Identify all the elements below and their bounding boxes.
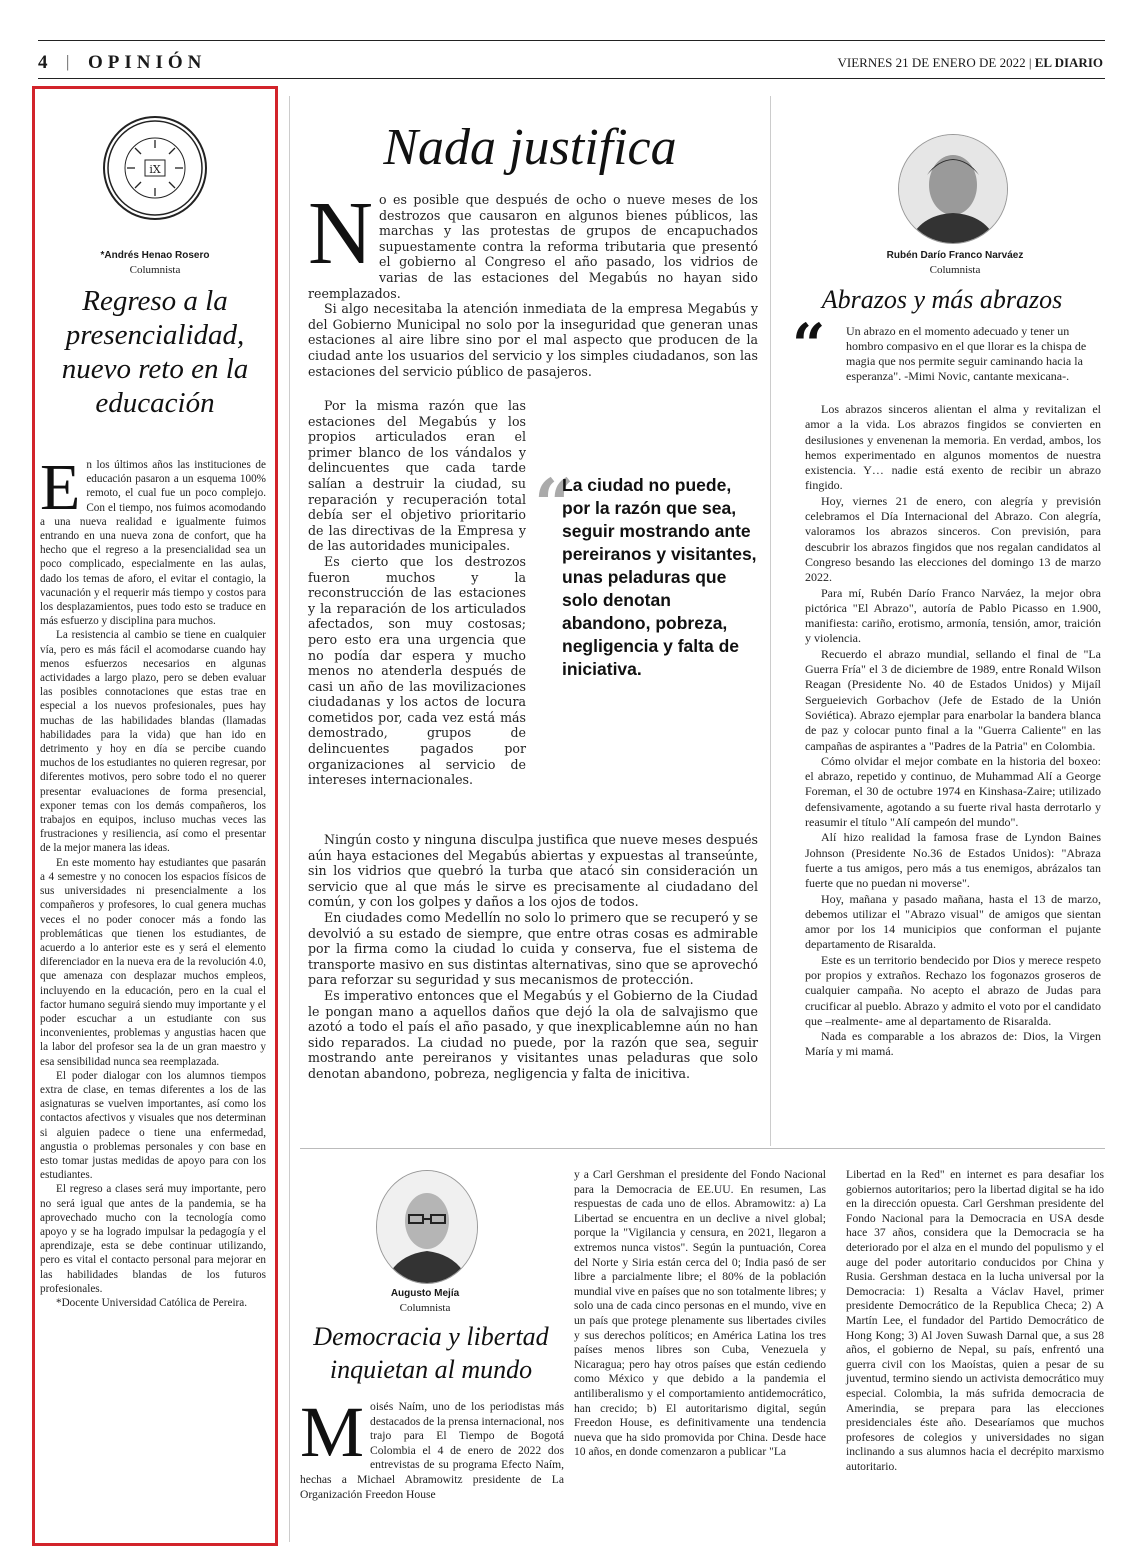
article-body-col3 <box>846 1168 1104 1474</box>
author-name: *Andrés Henao Rosero <box>100 250 210 261</box>
paragraph: Este es un territorio bendecido por Dios y merece respeto por propios y extraños. Rechazo los fogonazos groseros de cualquier campaña. No acepto el abrazo de Judas para crucificar al pueblo. Abrazo y admito el voto por el candidato que –realmente- ame al departamento de Risaralda. <box>805 952 1101 1028</box>
paragraph: En ciudades como Medellín no solo lo primero que se recuperó y se devolvió a su estado de siempre, que entre otras cosas es admirable por la firma como la ciudad lo cuida y conserva, fue el sistema de transporte masivo en sus distintas alternativas, sino que se aprovechó para reforzar su seguridad y sus mecanismos de protección. <box>308 909 758 988</box>
editorial-body-bottom <box>308 832 758 1082</box>
section-title: OPINIÓN <box>88 52 207 73</box>
dateline <box>837 55 1103 71</box>
svg-text:iX: iX <box>149 163 161 176</box>
quote-mark-icon: “ <box>534 463 575 546</box>
paragraph: Si algo necesitaba la atención inmediata de la empresa Megabús y del Gobierno Municipal no solo por la inseguridad que generan unas estaciones al aire libre sino por el mal aspecto que producen de la ciudad ante los usuarios del servicio y los simples ciudadanos, son las estaciones del servicio público de pasajeros. <box>308 301 758 379</box>
paragraph: Por la misma razón que las estaciones del Megabús y los propios articulados eran el primer blanco de los vándalos y delincuentes que cada tarde salían a destruir la ciudad, su reparación y recuperación total debía ser el objetivo prioritario de las directivas de la Empresa y de las autoridades municipales. <box>308 398 526 554</box>
author-role: Columnista <box>929 264 981 276</box>
top-rule <box>38 40 1105 41</box>
paragraph: Libertad en la Red" en internet es para desafiar los gobiernos autoritarios; pero la libertad digital se ha ido en la dirección opuesta. Carl Gershman presidente del Fondo Nacional para la Democracia en USA desde hace 37 años, considera que la Democracia se ha deteriorado por el alza en el mundo del populismo y el auge del poder autoritario conducidos por China y Rusia. Gershman destaca en la lucha universal por la Democracia: 1) Resalta a Václav Havel, primer presidente Democrático de la Republica Checa; 2) A Martín Lee, el fundador del Partido Democrático de Hong Kong; 3) Al Joven Suwash Darnal que, a sus 28 años, el gobierno de Nepal, su país, enfrentó una guerra civil con los Maoístas, quien a pesar de su juventud, termino siendo un activista democrático muy especial. Colombia, la más sufrida democracia de Amerindia, se prepara para las elecciones presidenciales éste año. Desearíamos que muchos profesores de colegios y universidades no sigan inclinando a sus alumnos hacia el decrépito marxismo autoritario. <box>846 1168 1104 1473</box>
paragraph: El poder dialogar con los alumnos tiempos extra de clase, en temas diferentes a los de las asignaturas se vuelven importantes, así como los contactos afectivos y visuales que nos determinan si alguien padece o tiene una enfermedad, angustia o problemas personales y con base en esto tomar justas medidas de apoyo para con los estudiantes. <box>40 1069 266 1182</box>
paragraph: Para mí, Rubén Darío Franco Narváez, la mejor obra pictórica "El Abrazo", autoría de Pablo Picasso en 1.900, manifiesta: cariño, erotismo, armonía, tensión, amor, traición y violencia. <box>805 585 1101 646</box>
paragraph: n los últimos años las instituciones de educación pasaron a un esquema 100% remoto, el cual fue un poco complejo. Con el tiempo, nos fuimos acomodando a una nueva realidad e igualmente fuimos entrando en una nueva zona de confort, que ha hecho que el regreso a la presencialidad sea un poco complicado, especialmente en las aulas, dado los temas de aforo, el evitar el contagio, la vacunación y el requerir más tiempo y costos para los desplazamientos, pues todo esto se traduce en más esfuerzo y disciplina para muchos. <box>40 459 266 628</box>
drop-cap: E <box>40 451 81 524</box>
paragraph: *Docente Universidad Católica de Pereira. <box>56 1296 248 1309</box>
editorial-body-top <box>308 184 758 379</box>
article-title: Abrazos y más abrazos <box>821 285 1063 314</box>
paragraph: Cómo olvidar el mejor combate en la historia del boxeo: el abrazo, repetido y continuo, de Muhammad Alí a George Foreman, el 30 de octubre 1974 en Kinshasa-Zaire; utilizado defensivamente, agotando a su fuerte rival hasta derrotarlo y reasumir el título "Alí campeón del mundo". <box>805 753 1101 830</box>
author-role: Columnista <box>399 1302 451 1314</box>
paragraph: La resistencia al cambio se tiene en cualquier vía, pero es más fácil el acomodarse cuando hay menos esfuerzos necesarios en algunas actividades a largo plazo, pero se deben evaluar las posibles connotaciones que estas trae en especial a los nuevos profesionales, pues hay muchas de las habilidades blandas (llamadas habilidades para la vida) que han ido en detrimento y hoy en día se percibe cuando muchos de los estudiantes no quieren regresar, por diferentes motivos, pero sobre todo el no querer presentar evaluaciones de forma presencial, exponer temas con los demás compañeros, los trabajos en equipos, incluso muchas veces las frustraciones y resiliencia, así como el presentar de la mejor manera las ideas. <box>40 629 266 855</box>
paragraph: Nada es comparable a los abrazos de: Dios, la Virgen María y mi mamá. <box>805 1029 1101 1059</box>
paragraph: Es imperativo entonces que el Megabús y el Gobierno de la Ciudad le pongan mano a aquellos daños que dejó la ola de salvajismo que azotó a todo el país el año pasado, y que inexplicablemne aún no han sido reparados. La ciudad no puede, por la razón que sea, seguir mostrando ante pereiranos y visitantes unas peladuras que solo denotan abandono, pobreza, negligencia y falta de inicitiva. <box>308 987 758 1081</box>
drop-cap: M <box>300 1392 365 1472</box>
paragraph: Hoy, mañana y pasado mañana, hasta el 13 de marzo, debemos utilizar el "Abrazo visual" de amigos que sientan amor por los 14 municipios que conforman el pujante departamento de Risaralda. <box>805 891 1101 952</box>
article-body <box>805 402 1101 1060</box>
opening-quote: Un abrazo en el momento adecuado y tener un hombro compasivo en el que llorar es la chispa de magia que nos permite seguir caminando hacia la esperanza". -Mimi Novic, cantante mexicana-. <box>846 324 1087 383</box>
header-rule <box>38 78 1105 79</box>
author-photo <box>898 134 1008 244</box>
paragraph: Ningún costo y ninguna disculpa justifica que nueve meses después aún haya estaciones del Megabús abiertas y expuestas al transeúnte, sin los vidrios que quebró la turba que atacó sin consideración un servicio que al que más le sirve es precisamente al ciudadano del común, y con los golpes y daños a los ojos de todos. <box>308 832 758 910</box>
article-title: Democracia y libertad inquietan al mundo <box>313 1322 549 1384</box>
paragraph: o es posible que después de ocho o nueve meses de los destrozos que causaron en algunos bienes públicos, las marchas y las protestas de grupos de encapuchados supuestamente contra la reforma tributaria que presentó el gobierno al Congreso el año pasado, los vidrios de varias de las estaciones del Megabús no hayan sido reemplazados. <box>308 192 758 301</box>
column-divider <box>289 96 290 1542</box>
paragraph: y a Carl Gershman el presidente del Fondo Nacional para la Democracia de EE.UU. En resumen, Las respuestas de cada uno de ellos. Abramowitz: a) La Libertad se encuentra en un declive a nivel global; porque la "Vigilancia y censura, en 2021, llegaron a extremos nunca vistos". Según la puntuación, Corea del Norte y Siria están cerca del 0; India pasó de ser libre a parcialmente libre; el 80% de la población mundial vive en países que no son totalmente libres; y solo una de cada cinco personas en el mundo, vive en un país que protege plenamente sus libertades civiles y sus derechos políticos; en América Latina los tres países menos libres son Cuba, Venezuela y Nicaragua; pero hay otros países que están cediendo como México y que debido a la pandemia el antiliberalismo y el comportamiento antidemocrático, han crecido; b) El autoritarismo digital, según Freedon House, es definitivamente una tendencia nueva que ha sido promovida por China. Desde hace 10 años, en donde comenzaron a publicar "La <box>574 1168 826 1459</box>
editorial-body-mid <box>308 398 526 788</box>
article-body-col2 <box>574 1168 826 1460</box>
drop-cap: N <box>308 184 373 283</box>
author-name: Augusto Mejía <box>390 1288 460 1299</box>
article-title: Regreso a la presencialidad, nuevo reto en la educación <box>61 285 249 419</box>
column-divider <box>770 96 771 1146</box>
quote-mark-icon: “ <box>792 311 826 379</box>
paragraph: oisés Naím, uno de los periodistas más destacados de la prensa internacional, nos trajo para El Tiempo de Bogotá Colombia el 4 de enero de 2022 dos entrevistas de su programa Efecto Naím, hechas a Michael Abramowitz presidente de La Organización Freedon House <box>300 1400 564 1501</box>
paragraph: Los abrazos sinceros alientan el alma y revitalizan el amor a la vida. Los abrazos fingidos se convierten en desilusiones y envenenan la memoria. En verdad, ambos, los hemos experimentado en algunos momentos de nuestra existencia. Y… nadie está exento de recibir un abrazo fingido. <box>805 402 1101 493</box>
author-role: Columnista <box>129 264 181 276</box>
page-number: 4 <box>38 52 50 73</box>
paragraph: Hoy, viernes 21 de enero, con alegría y previsión celebramos el Día Internacional del Abrazo. Con alegría, valoramos los abrazos sinceros. Con previsión, para descubrir los abrazos fingidos que nos regalan candidatos al Congreso besando las elecciones del domingo 13 de marzo 2022. <box>805 493 1101 585</box>
header-date: VIERNES 21 DE ENERO DE 2022 | <box>837 55 1032 70</box>
header-separator: | <box>66 52 70 71</box>
pull-quote: La ciudad no puede, por la razón que sea, seguir mostrando ante pereiranos y visitantes, unas peladuras que solo denotan abandono, pobreza, negligencia y falta de iniciativa. <box>562 475 757 679</box>
paragraph: El regreso a clases será muy importante, pero no será igual que antes de la pandemia, se ha aprovechado mucho con la tecnología como apoyo y se ha logrado impulsar la pedagogía y el aprendizaje, esta se debe continuar utilizando, pero es vital el contacto personal para mejorar en las habilidades blandas de los futuros profesionales. <box>40 1183 266 1295</box>
editorial-title: Nada justifica <box>383 119 677 176</box>
paragraph: Recuerdo el abrazo mundial, sellando el final de "La Guerra Fría" el 3 de diciembre de 1989, entre Ronald Wilson Reagan (Presidente No. 40 de Estados Unidos) y Mijaíl Sergueievich Gorbachov (Jefe de Estado de la Unión Soviética). Abrazo ejemplar para enarbolar la bandera blanca de paz y colocar punto final a la "Guerra Caliente" en las campañas de aspirantes a "Padres de la Patria" en Colombia. <box>805 646 1101 753</box>
article-body <box>40 451 266 1310</box>
author-photo <box>376 1170 478 1284</box>
paragraph: En este momento hay estudiantes que pasarán a 4 semestre y no conocen los espacios físicos de sus universidades ni presencialmente a los compañeros y profesores, lo cual genera muchas veces el no poder conocer más a fondo las problemáticas que tienen los estudiantes, de acuerdo a lo anterior este es y será el elemento diferenciador en la nueva era de la revolución 4.0, que amenaza con desplazar muchos empleos, incluyendo en la educación, pero en la cual el factor humano seguirá siendo muy importante y el poder escuchar a un estudiante con sus inconvenientes, problemas y angustias hacen que la labor del profesor sea la de un gran maestro y esa sensibilidad nunca sea reemplazada. <box>40 856 266 1068</box>
paper-name: EL DIARIO <box>1034 55 1103 70</box>
section-divider <box>300 1148 1105 1149</box>
paragraph: Es cierto que los destrozos fueron muchos y la reconstrucción de las estaciones y la reparación de los articulados afectados, son muy costosas; pero esto era una urgencia que no podía dar espera y mucho menos no atenderla después de casi un año de las movilizaciones ciudadanas y los actos de locura cometidos por, cada vez está más demostrado, grupos de delincuentes pagados por organizaciones al servicio de intereses internacionales. <box>308 553 526 788</box>
paragraph: Alí hizo realidad la famosa frase de Lyndon Baines Johnson (Presidente No.36 de Estados Unidos): "Abraza fuerte a tus amigos, pero más a tus enemigos, abrázalos tan fuerte que no puedan ni moverse". <box>805 830 1101 891</box>
university-seal-icon <box>103 116 207 220</box>
author-name: Rubén Darío Franco Narváez <box>886 250 1024 261</box>
article-body-col1 <box>300 1392 564 1502</box>
